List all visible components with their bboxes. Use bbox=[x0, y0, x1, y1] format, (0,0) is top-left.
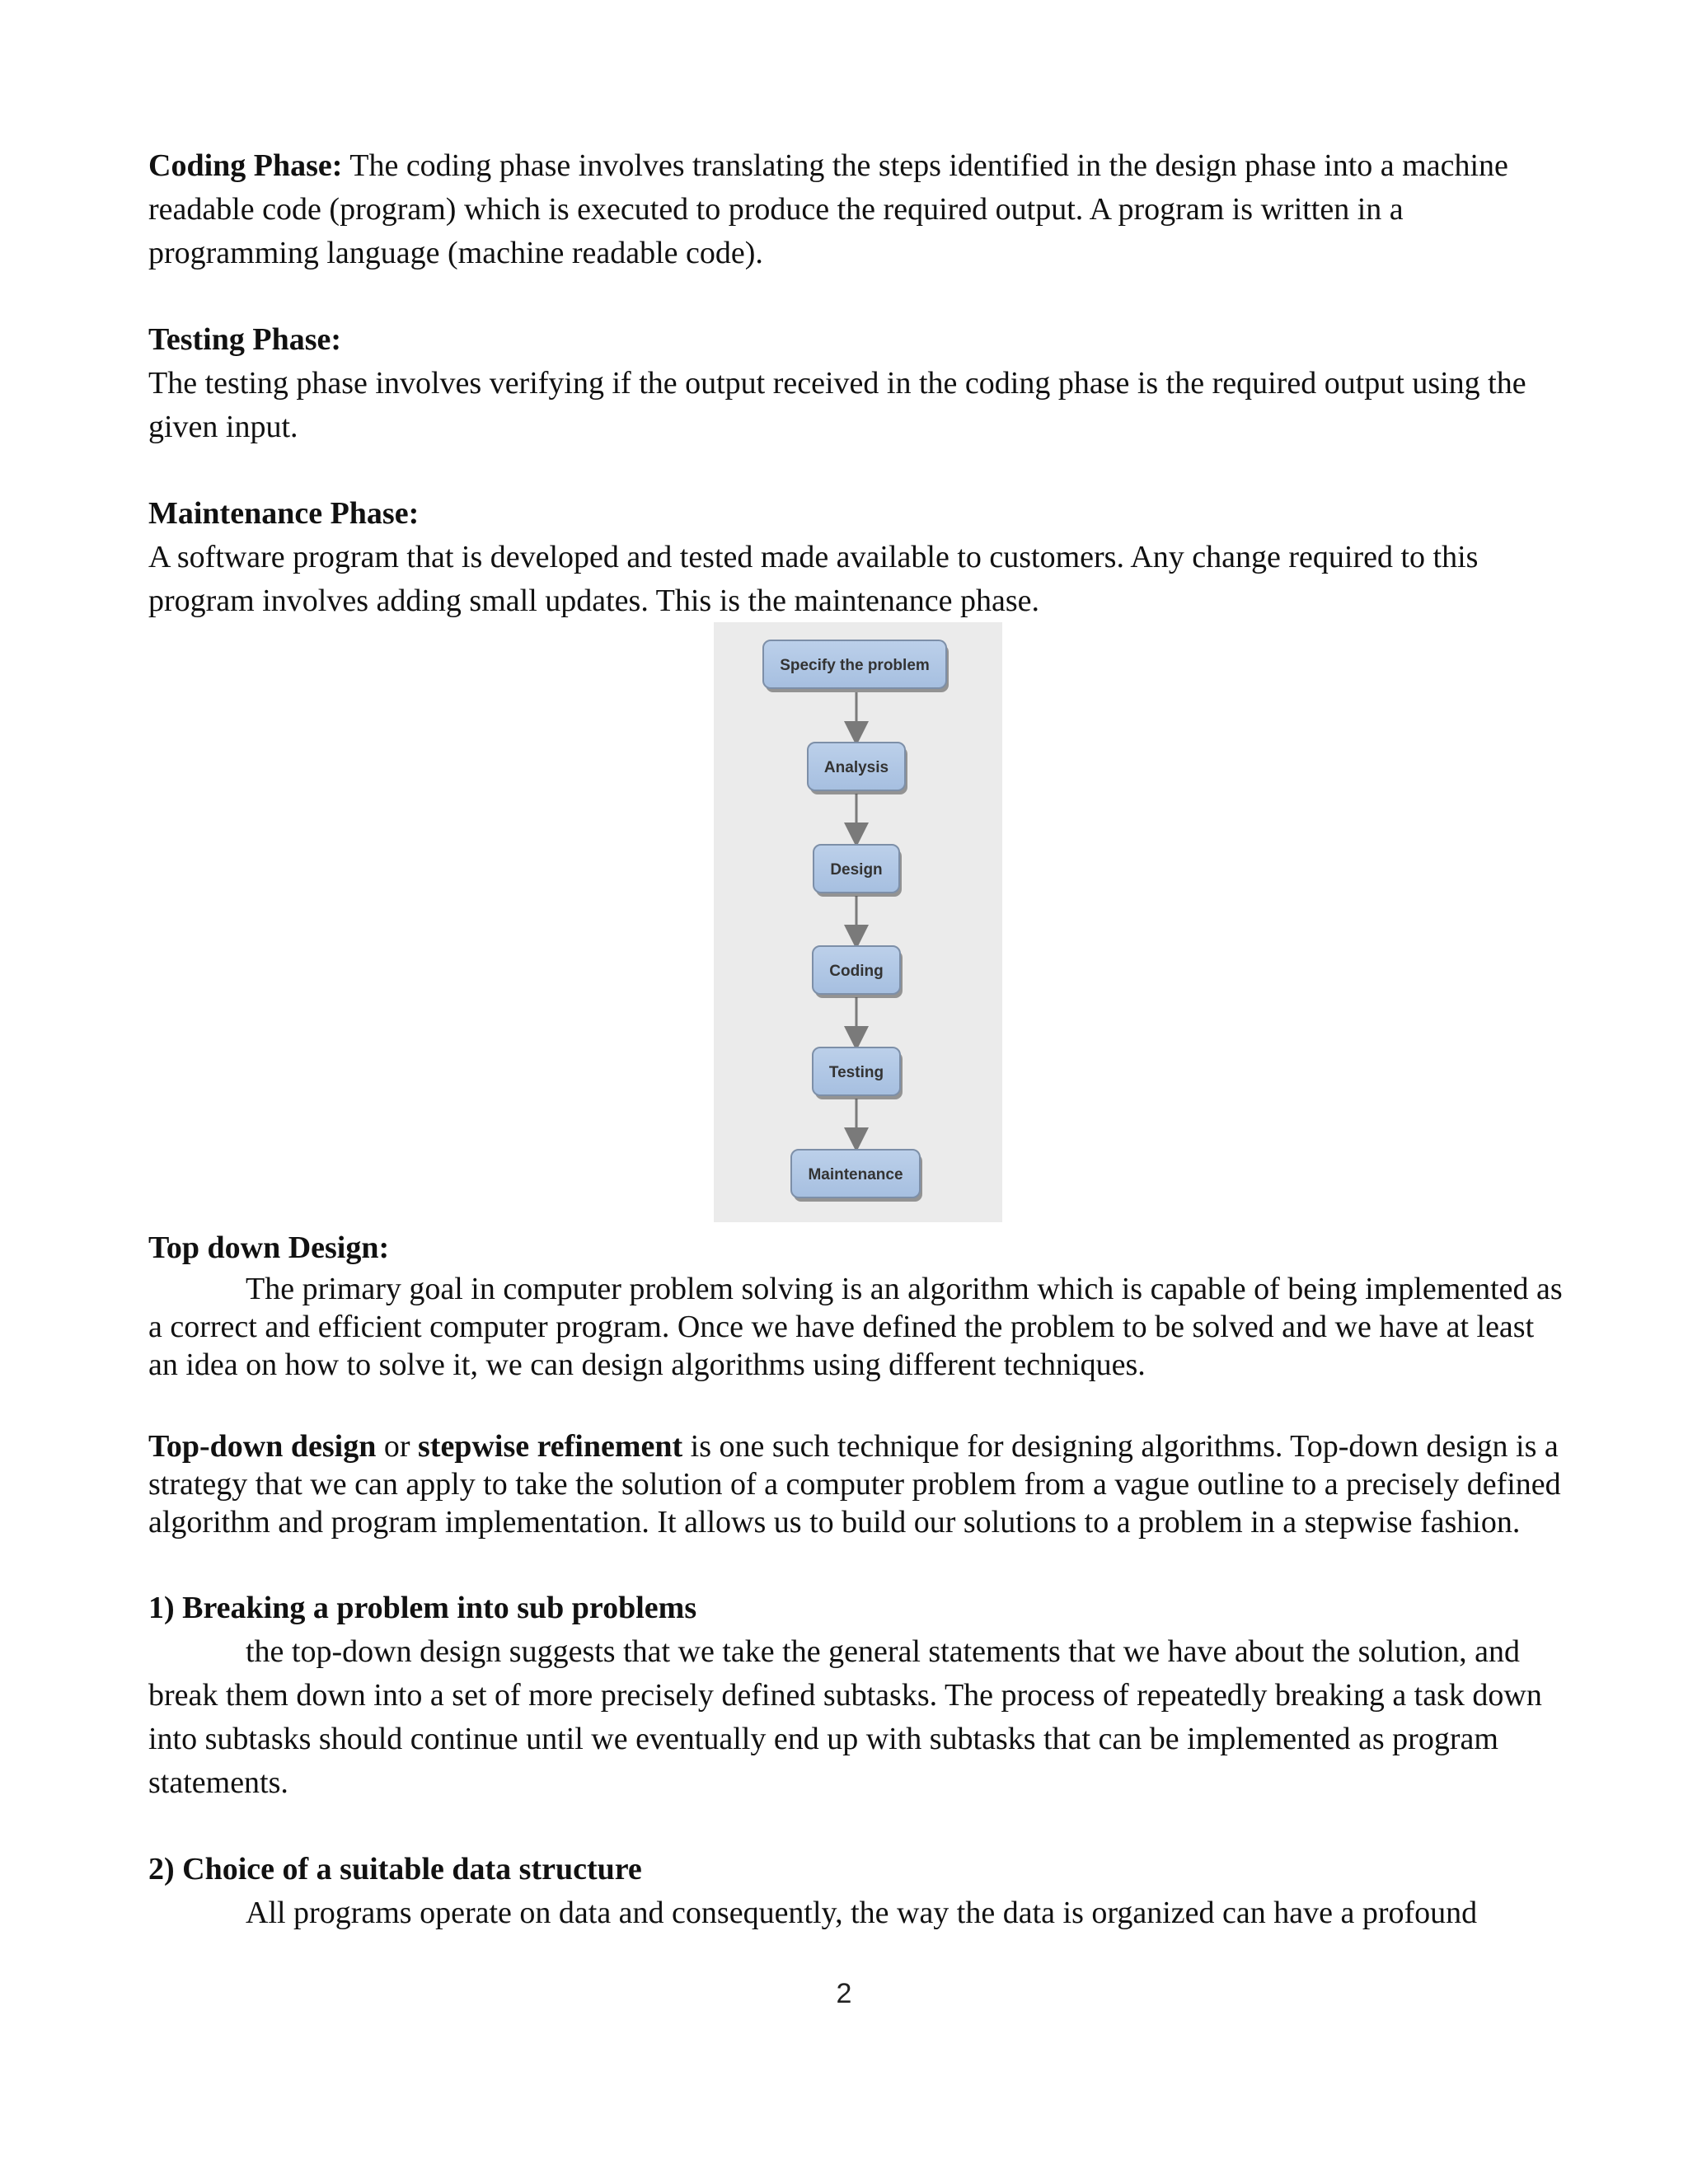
breaking-problem-text: the top-down design suggests that we take the general statements that we have about the solution, and break them down into a set of more precisely defined subtasks. The process of repeatedly breaking a task down into subtasks should continue until we eventually end up with subtasks that can be implemented as program statements. bbox=[148, 1634, 1542, 1800]
flow-step-label: Testing bbox=[828, 1064, 884, 1081]
flow-step-coding bbox=[813, 946, 903, 998]
breaking-problem-section bbox=[148, 1586, 1566, 1805]
testing-phase-section bbox=[148, 318, 1566, 449]
page-number: 2 bbox=[836, 1978, 852, 2009]
testing-phase-text: The testing phase involves verifying if the output received in the coding phase is the required output using the given input. bbox=[148, 366, 1526, 444]
top-down-design-heading: Top down Design: bbox=[148, 1230, 390, 1265]
data-structure-text: All programs operate on data and consequently, the way the data is organized can have a profound bbox=[246, 1896, 1478, 1930]
flow-step-label: Maintenance bbox=[808, 1166, 903, 1183]
flow-step-label: Analysis bbox=[823, 759, 889, 776]
flow-step-label: Specify the problem bbox=[780, 657, 930, 674]
maintenance-phase-text: A software program that is developed and tested made available to customers. Any change required to this program involves adding small updates. This is the maintenance phase. bbox=[148, 540, 1479, 618]
stepwise-refinement-paragraph bbox=[148, 1427, 1566, 1541]
problem-solving-flowchart bbox=[714, 622, 1002, 1222]
flow-step-label: Coding bbox=[829, 963, 884, 980]
flow-step-specify bbox=[763, 640, 949, 692]
flow-step-testing bbox=[813, 1047, 903, 1099]
coding-phase-heading: Coding Phase: bbox=[148, 148, 343, 183]
testing-phase-heading: Testing Phase: bbox=[148, 322, 342, 357]
data-structure-section bbox=[148, 1848, 1566, 1935]
stepwise-refinement-text: is one such technique for designing algorithms. Top-down design is a strategy that we can apply to take the solution of a computer problem from a vague outline to a precisely defined algorithm and program implementation. It allows us to build our solutions to a problem in a stepwise fashion. bbox=[148, 1429, 1561, 1540]
stepwise-refinement-term: stepwise refinement bbox=[418, 1429, 683, 1464]
breaking-problem-heading: 1) Breaking a problem into sub problems bbox=[148, 1591, 697, 1625]
maintenance-phase-section bbox=[148, 492, 1566, 623]
top-down-design-text: The primary goal in computer problem solving is an algorithm which is capable of being implemented as a correct and efficient computer program. Once we have defined the problem to be solved and we have at least an idea on how to solve it, we can design algorithms using different techniques. bbox=[148, 1272, 1563, 1382]
flow-step-design bbox=[814, 845, 902, 897]
flow-step-maintenance bbox=[791, 1150, 922, 1202]
maintenance-phase-heading: Maintenance Phase: bbox=[148, 496, 420, 531]
top-down-design-section bbox=[148, 1226, 1566, 1384]
coding-phase-text: The coding phase involves translating the steps identified in the design phase into a machine readable code (program) which is executed to produce the required output. A program is written in a programming language (machine readable code). bbox=[148, 148, 1508, 270]
flow-step-analysis bbox=[808, 743, 907, 794]
top-down-design-term: Top-down design bbox=[148, 1429, 377, 1464]
data-structure-heading: 2) Choice of a suitable data structure bbox=[148, 1852, 642, 1886]
flow-step-label: Design bbox=[830, 861, 883, 879]
coding-phase-paragraph bbox=[148, 144, 1566, 275]
or-connector: or bbox=[376, 1429, 418, 1464]
